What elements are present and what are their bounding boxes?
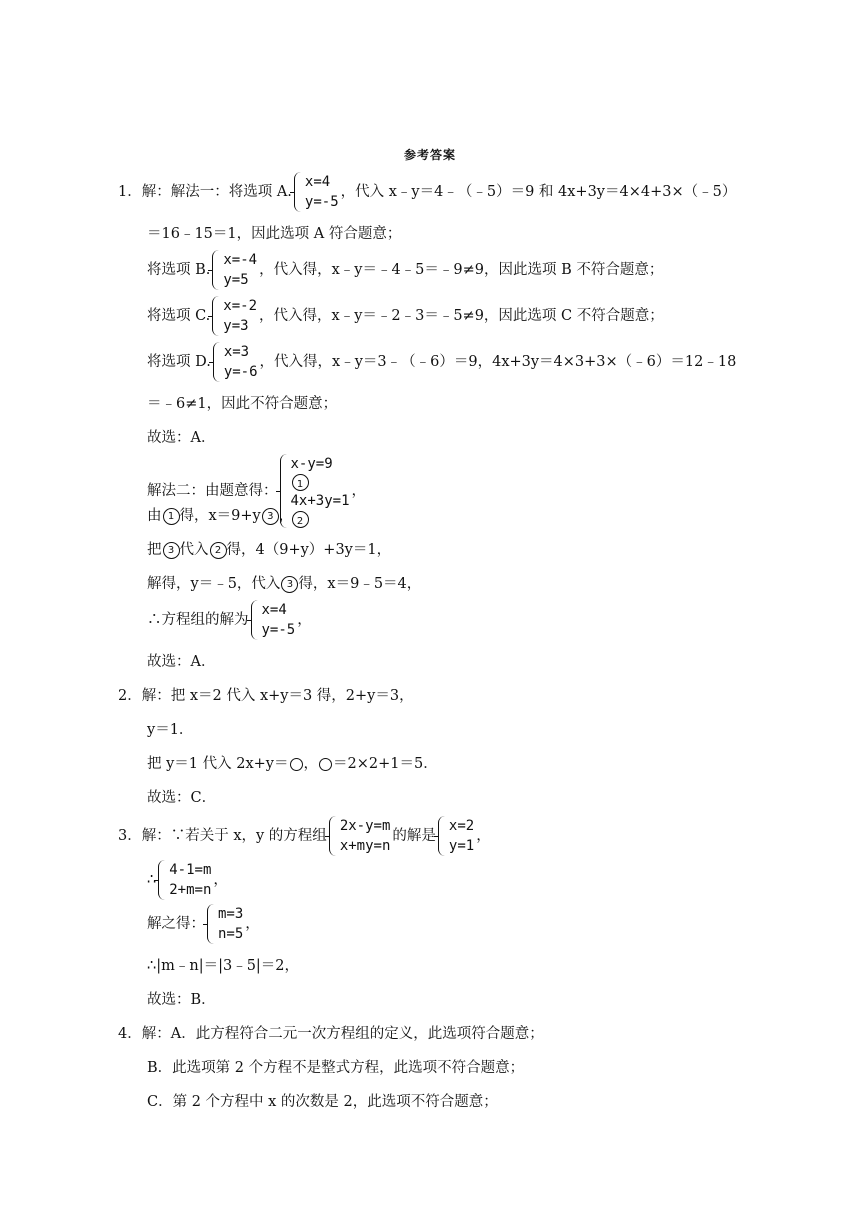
equation-system-h: x=2 y=1 (438, 816, 474, 856)
circled-number-1: 1 (292, 474, 309, 491)
q1-line-1: 1．解：解法一：将选项 A. x=4 y=-5 ，代入 x﹣y＝4﹣（﹣5）＝9 和 4x+3y＝4×4+3×（﹣5） (118, 174, 737, 210)
equation-system-b: x=-4 y=5 (212, 250, 257, 290)
equation-system-d: x=3 y=-6 (213, 342, 258, 382)
q1-line-12: ∴方程组的解为 x=4 y=-5 ， (147, 602, 312, 638)
circled-number-3: 3 (281, 576, 298, 593)
q2-line-1: 2．解：把 x＝2 代入 x+y＝3 得，2+y＝3， (118, 688, 414, 704)
q1-line-13: 故选：A． (147, 654, 216, 670)
q3-line-3: 解之得： m=3 n=5 ， (147, 906, 260, 942)
equation-system-a: x=4 y=-5 (294, 172, 339, 212)
q1-line-9: 由 1 得，x＝9+y 3 ， (147, 508, 294, 524)
q3-line-1: 3．解：∵若关于 x，y 的方程组 2x-y=m x+my=n 的解是 x=2 y=1 ， (118, 818, 491, 854)
q1-line-3: 将选项 B. x=-4 y=5 ，代入得，x﹣y＝﹣4﹣5＝﹣9≠9，因此选项 B 不符合题意； (147, 252, 664, 288)
q4-line-2: B．此选项第 2 个方程不是整式方程，此选项不符合题意； (147, 1060, 525, 1076)
circled-number-2: 2 (292, 511, 309, 528)
equation-system-e: x-y=9 1 4x+3y=1 2 (280, 454, 350, 528)
equation-system-g: 2x-y=m x+my=n (329, 816, 391, 856)
blank-circle-symbol (290, 758, 303, 771)
q2-line-4: 故选：C． (147, 790, 217, 806)
q2-line-3: 把 y＝1 代入 2x+y＝ ， ＝2×2+1＝5． (147, 756, 438, 772)
equation-system-i: 4-1=m 2+m=n (158, 860, 211, 900)
q4-line-3: C．第 2 个方程中 x 的次数是 2，此选项不符合题意； (147, 1094, 498, 1110)
circled-number-3: 3 (262, 508, 279, 525)
q3-line-5: 故选：B． (147, 992, 216, 1008)
equation-system-f: x=4 y=-5 (251, 600, 296, 640)
q1-line-5: 将选项 D. x=3 y=-6 ，代入得，x﹣y＝3﹣（﹣6）＝9，4x+3y＝4×3+3×（﹣6）＝12﹣18 (147, 344, 737, 380)
q1-line-10: 把 3 代入 2 得，4（9+y）+3y＝1， (147, 542, 392, 558)
page-title: 参考答案 (403, 148, 456, 162)
circled-number-1: 1 (163, 508, 180, 525)
q1-line-2: ＝16﹣15＝1，因此选项 A 符合题意； (147, 226, 402, 242)
q1-line-11: 解得，y＝﹣5，代入 3 得，x＝9﹣5＝4， (147, 576, 422, 592)
q2-line-2: y＝1． (147, 722, 194, 738)
circled-number-3: 3 (163, 542, 180, 559)
circled-number-2: 2 (210, 542, 227, 559)
q3-line-4: ∴|m﹣n|＝|3﹣5|＝2， (147, 958, 300, 974)
q1-line-8: 解法二：由题意得： x-y=9 1 4x+3y=1 2 ， (147, 456, 367, 527)
q1-line-7: 故选：A． (147, 430, 216, 446)
q3-line-2: ∴ 4-1=m 2+m=n ， (147, 862, 228, 898)
equation-system-j: m=3 n=5 (207, 904, 243, 944)
q1-line-6: ＝﹣6≠1，因此不符合题意； (147, 396, 338, 412)
q4-line-1: 4．解：A．此方程符合二元一次方程组的定义，此选项符合题意； (118, 1026, 544, 1042)
blank-circle-symbol (319, 758, 332, 771)
equation-system-c: x=-2 y=3 (212, 296, 257, 336)
q1-line-4: 将选项 C. x=-2 y=3 ，代入得，x﹣y＝﹣2﹣3＝﹣5≠9，因此选项 C 不符合题意； (147, 298, 664, 334)
